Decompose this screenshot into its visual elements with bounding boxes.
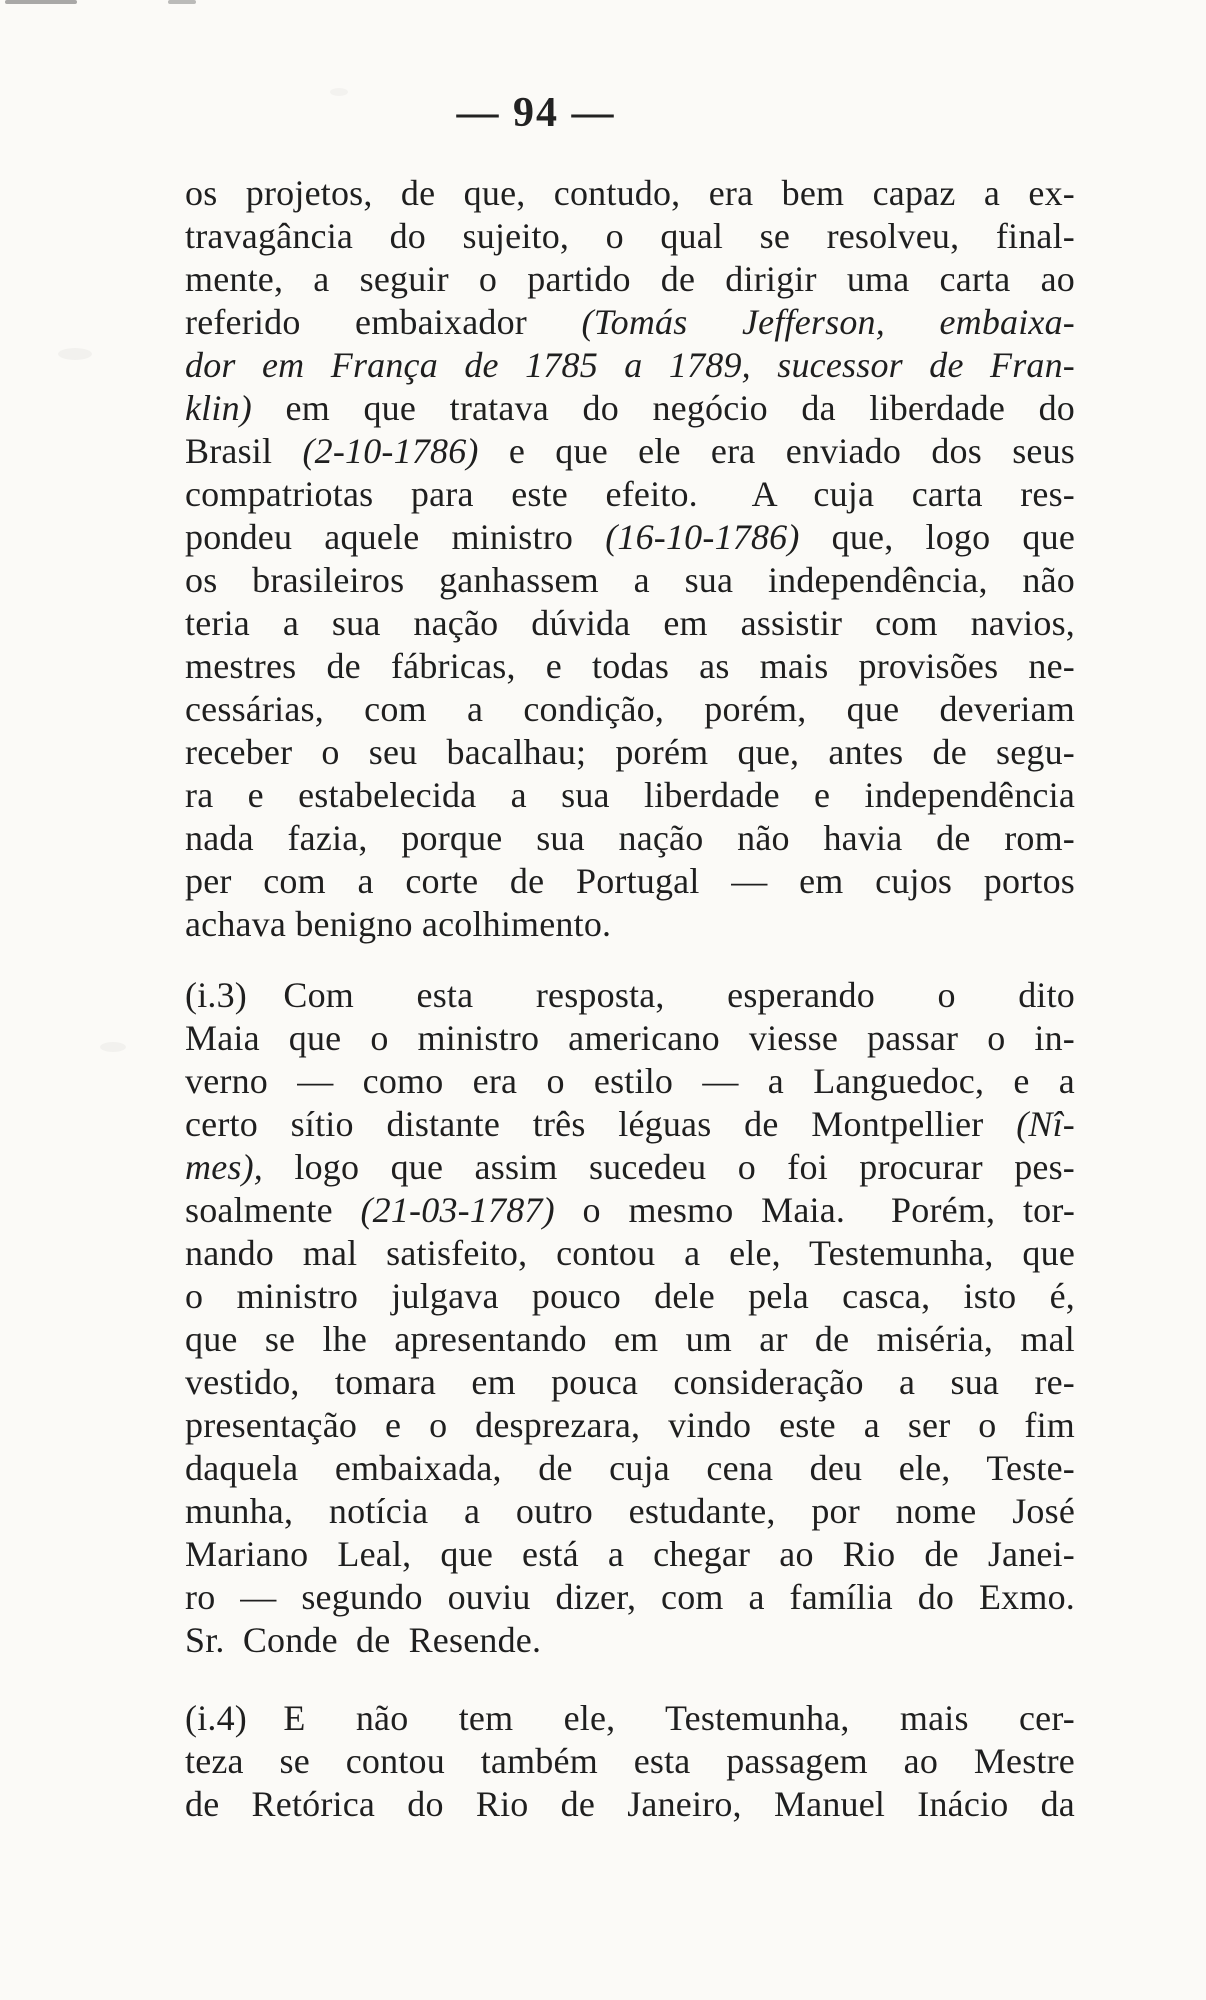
- text-line: [185, 817, 1075, 860]
- paragraph-1: [185, 172, 1075, 946]
- italic-text-segment: dor em França de 1785 a 1789, sucessor de Fran-: [185, 345, 1075, 385]
- italic-text-segment: mes),: [185, 1147, 263, 1187]
- italic-text-segment: (16-10-1786): [605, 517, 800, 557]
- scan-smudge: [58, 348, 92, 360]
- text-line: [185, 559, 1075, 602]
- text-segment: Sr. Conde de Resende.: [185, 1620, 542, 1660]
- text-line: [185, 688, 1075, 731]
- text-line: [185, 516, 1075, 559]
- text-line: [185, 172, 1075, 215]
- scan-edge-artifact: [168, 0, 196, 4]
- text-line: [185, 602, 1075, 645]
- text-segment: ra e estabelecida a sua liberdade e independência: [185, 775, 1075, 815]
- text-segment: Mariano Leal, que está a chegar ao Rio de Janei-: [185, 1534, 1075, 1574]
- text-segment: mente, a seguir o partido de dirigir uma carta ao: [185, 259, 1075, 299]
- text-line: [185, 774, 1075, 817]
- text-segment: munha, notícia a outro estudante, por nome José: [185, 1491, 1075, 1531]
- text-segment: receber o seu bacalhau; porém que, antes de segu-: [185, 732, 1075, 772]
- text-segment: que se lhe apresentando em um ar de miséria, mal: [185, 1319, 1075, 1359]
- text-segment: mestres de fábricas, e todas as mais provisões ne-: [185, 646, 1075, 686]
- text-line: [185, 1447, 1075, 1490]
- text-segment: (i.4) E não tem ele, Testemunha, mais cer-: [185, 1698, 1075, 1738]
- text-segment: o ministro julgava pouco dele pela casca, isto é,: [185, 1276, 1075, 1316]
- text-segment: teria a sua nação dúvida em assistir com navios,: [185, 603, 1075, 643]
- text-segment: os projetos, de que, contudo, era bem capaz a ex-: [185, 173, 1075, 213]
- text-segment: compatriotas para este efeito. A cuja carta res-: [185, 474, 1075, 514]
- text-segment: logo que assim sucedeu o foi procurar pes-: [262, 1147, 1075, 1187]
- text-line: [185, 1740, 1075, 1783]
- text-segment: referido embaixador: [185, 302, 582, 342]
- text-segment: de Retórica do Rio de Janeiro, Manuel Inácio da: [185, 1784, 1075, 1824]
- text-segment: nada fazia, porque sua nação não havia de rom-: [185, 818, 1075, 858]
- text-segment: certo sítio distante três léguas de Montpellier: [185, 1104, 1017, 1144]
- text-line: [185, 1146, 1075, 1189]
- text-line: [185, 1576, 1075, 1619]
- text-line: [185, 903, 1075, 946]
- scan-smudge: [100, 1042, 126, 1052]
- text-segment: daquela embaixada, de cuja cena deu ele, Teste-: [185, 1448, 1075, 1488]
- text-segment: pondeu aquele ministro: [185, 517, 606, 557]
- text-segment: em que tratava do negócio da liberdade do: [251, 388, 1075, 428]
- paragraph-2: [185, 974, 1075, 1662]
- text-segment: soalmente: [185, 1190, 361, 1230]
- text-line: [185, 1060, 1075, 1103]
- text-segment: verno — como era o estilo — a Languedoc, e a: [185, 1061, 1075, 1101]
- text-line: [185, 974, 1075, 1017]
- text-line: [185, 258, 1075, 301]
- text-segment: Maia que o ministro americano viesse passar o in-: [185, 1018, 1075, 1058]
- italic-text-segment: (Tomás Jefferson, embaixa-: [581, 302, 1075, 342]
- text-segment: travagância do sujeito, o qual se resolveu, final-: [185, 216, 1075, 256]
- text-line: [185, 1783, 1075, 1826]
- text-line: [185, 473, 1075, 516]
- text-line: [185, 1318, 1075, 1361]
- scan-edge-artifact: [5, 0, 77, 4]
- text-segment: per com a corte de Portugal — em cujos portos: [185, 861, 1075, 901]
- text-line: [185, 301, 1075, 344]
- italic-text-segment: klin): [185, 388, 252, 428]
- italic-text-segment: (2-10-1786): [302, 431, 479, 471]
- text-line: [185, 645, 1075, 688]
- text-line: [185, 344, 1075, 387]
- italic-text-segment: (Nî-: [1016, 1104, 1075, 1144]
- text-segment: achava benigno acolhimento.: [185, 904, 612, 944]
- text-segment: o mesmo Maia. Porém, tor-: [554, 1190, 1076, 1230]
- text-line: [185, 1275, 1075, 1318]
- text-segment: ro — segundo ouviu dizer, com a família do Exmo.: [185, 1577, 1075, 1617]
- text-line: [185, 1533, 1075, 1576]
- text-line: [185, 1361, 1075, 1404]
- paragraph-3: [185, 1697, 1075, 1826]
- text-line: [185, 860, 1075, 903]
- text-line: [185, 1490, 1075, 1533]
- text-line: [185, 1404, 1075, 1447]
- text-segment: cessárias, com a condição, porém, que deveriam: [185, 689, 1075, 729]
- page-number: — 94 —: [456, 90, 616, 136]
- text-line: [185, 1103, 1075, 1146]
- text-segment: Brasil: [185, 431, 303, 471]
- text-segment: vestido, tomara em pouca consideração a sua re-: [185, 1362, 1075, 1402]
- text-segment: (i.3) Com esta resposta, esperando o dito: [185, 975, 1075, 1015]
- text-line: [185, 1017, 1075, 1060]
- text-segment: os brasileiros ganhassem a sua independência, não: [185, 560, 1075, 600]
- text-line: [185, 387, 1075, 430]
- text-segment: nando mal satisfeito, contou a ele, Testemunha, que: [185, 1233, 1075, 1273]
- text-line: [185, 1697, 1075, 1740]
- text-segment: e que ele era enviado dos seus: [478, 431, 1075, 471]
- text-line: [185, 1619, 1075, 1662]
- italic-text-segment: (21-03-1787): [360, 1190, 555, 1230]
- text-line: [185, 1232, 1075, 1275]
- text-segment: que, logo que: [799, 517, 1075, 557]
- text-line: [185, 1189, 1075, 1232]
- text-line: [185, 215, 1075, 258]
- text-line: [185, 430, 1075, 473]
- text-line: [185, 731, 1075, 774]
- text-segment: teza se contou também esta passagem ao Mestre: [185, 1741, 1075, 1781]
- text-segment: presentação e o desprezara, vindo este a ser o fim: [185, 1405, 1075, 1445]
